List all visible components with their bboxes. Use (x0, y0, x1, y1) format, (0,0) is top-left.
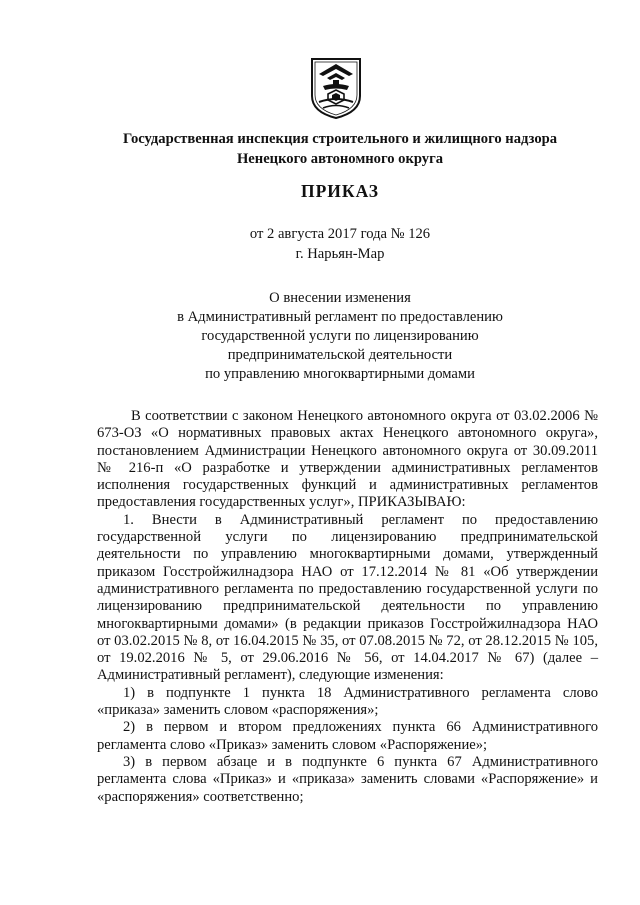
document-body (97, 408, 598, 806)
document-type-title: ПРИКАЗ (300, 181, 380, 201)
order-subitem-3: 3) в первом абзаце и в подпункте 6 пункта 67 Административного регламента слова «Приказ» и «приказа» заменить словами «Распоряжение» и «распоряжения» соответственно; (97, 753, 598, 805)
order-subitem-1: 1) в подпункте 1 пункта 18 Административного регламента слово «приказа» заменить словом «распоряжения»; (97, 684, 598, 719)
preamble-paragraph: В соответствии с законом Ненецкого автономного округа от 03.02.2006 № 673-ОЗ «О нормативных правовых актах Ненецкого автономного округа», постановлением Администрации Ненецкого автономного округа от 30.09.2011 № 216-п «О разработке и утверждении административных регламентов исполнения государственных функций и административных регламентов предоставления государственных услуг», ПРИКАЗЫВАЮ: (97, 408, 598, 511)
document-subject (60, 289, 620, 384)
subject-line: в Административный регламент по предоставлению (177, 309, 503, 325)
coat-of-arms-emblem-icon (309, 56, 363, 120)
subject-line: предпринимательской деятельности (227, 347, 453, 363)
order-item-1: 1. Внести в Административный регламент по предоставлению государственной услуги по лицензированию предпринимательской деятельности по управлению многоквартирными домами, утвержденный приказом Госстройжилнадзора НАО от 17.12.2014 № 81 «Об утверждении административного регламента по предоставлению государственной услуги по лицензированию предпринимательской деятельности по управлению многоквартирными домами» (в редакции приказов Госстройжилнадзора НАО от 03.02.2015 № 8, от 16.04.2015 № 35, от 07.08.2015 № 72, от 28.12.2015 № 105, от 19.02.2016 № 5, от 29.06.2016 № 56, от 14.04.2017 № 67) (далее – Административный регламент), следующие изменения: (97, 511, 598, 684)
subject-line: О внесении изменения (269, 290, 411, 306)
issuing-organization (60, 129, 620, 169)
order-subitem-2: 2) в первом и втором предложениях пункта 66 Административного регламента слово «Приказ» заменить словом «Распоряжение»; (97, 719, 598, 753)
subject-line: по управлению многоквартирными домами (205, 366, 475, 382)
subject-line: государственной услуги по лицензированию (201, 328, 479, 344)
document-date-number: от 2 августа 2017 года № 126 (249, 226, 431, 242)
document-city: г. Нарьян-Мар (295, 246, 385, 262)
organization-name-line-1: Государственная инспекция строительного и жилищного надзора (122, 131, 558, 147)
organization-name-line-2: Ненецкого автономного округа (236, 151, 444, 167)
date-and-place (60, 224, 620, 264)
